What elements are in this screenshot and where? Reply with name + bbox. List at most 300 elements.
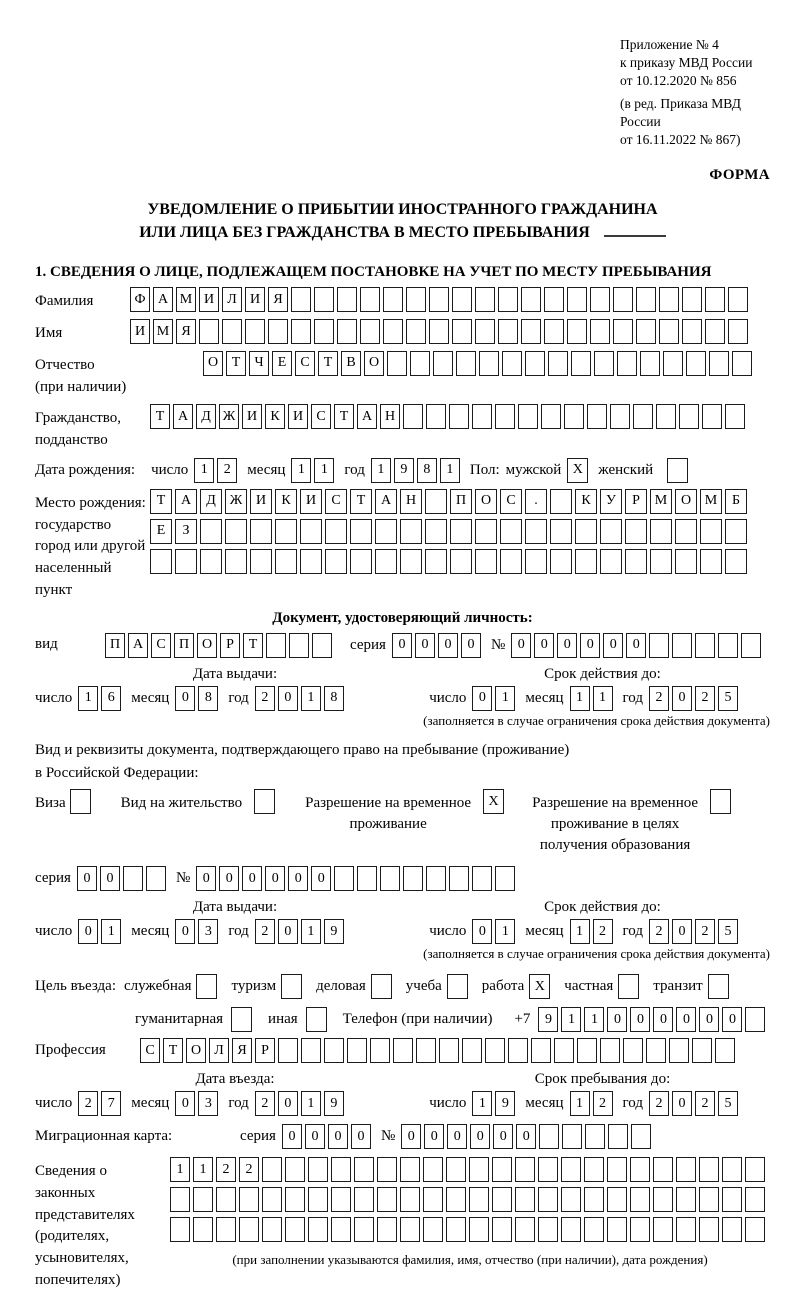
char-cell[interactable]: 0 bbox=[511, 633, 531, 658]
char-cell[interactable] bbox=[393, 1038, 413, 1063]
char-cell[interactable] bbox=[544, 287, 564, 312]
char-cell[interactable] bbox=[400, 519, 422, 544]
char-cell[interactable] bbox=[475, 287, 495, 312]
char-cell[interactable]: 0 bbox=[328, 1124, 348, 1149]
char-cell[interactable] bbox=[446, 1217, 466, 1242]
char-cell[interactable]: 0 bbox=[516, 1124, 536, 1149]
char-cell[interactable] bbox=[495, 404, 515, 429]
char-cell[interactable]: 0 bbox=[557, 633, 577, 658]
char-cell[interactable] bbox=[631, 1124, 651, 1149]
char-cell[interactable]: 0 bbox=[78, 919, 98, 944]
char-cell[interactable] bbox=[469, 1217, 489, 1242]
char-cell[interactable]: 2 bbox=[649, 919, 669, 944]
char-cell[interactable]: Ж bbox=[219, 404, 239, 429]
char-cell[interactable] bbox=[425, 549, 447, 574]
char-cell[interactable]: Т bbox=[350, 489, 372, 514]
char-cell[interactable] bbox=[613, 319, 633, 344]
char-cell[interactable] bbox=[200, 519, 222, 544]
char-cell[interactable] bbox=[715, 1038, 735, 1063]
char-cell[interactable] bbox=[225, 549, 247, 574]
char-cell[interactable]: 1 bbox=[194, 458, 214, 483]
char-cell[interactable] bbox=[433, 351, 453, 376]
char-cell[interactable]: 0 bbox=[175, 919, 195, 944]
char-cell[interactable] bbox=[492, 1217, 512, 1242]
char-cell[interactable]: Т bbox=[226, 351, 246, 376]
char-cell[interactable]: К bbox=[275, 489, 297, 514]
char-cell[interactable]: 8 bbox=[324, 686, 344, 711]
char-cell[interactable] bbox=[289, 633, 309, 658]
char-cell[interactable] bbox=[360, 287, 380, 312]
char-cell[interactable]: С bbox=[311, 404, 331, 429]
char-cell[interactable] bbox=[607, 1157, 627, 1182]
char-cell[interactable] bbox=[347, 1038, 367, 1063]
char-cell[interactable] bbox=[521, 287, 541, 312]
char-cell[interactable]: 0 bbox=[305, 1124, 325, 1149]
char-cell[interactable]: 0 bbox=[580, 633, 600, 658]
char-cell[interactable] bbox=[308, 1187, 328, 1212]
char-cell[interactable] bbox=[400, 549, 422, 574]
char-cell[interactable]: О bbox=[186, 1038, 206, 1063]
char-cell[interactable] bbox=[403, 866, 423, 891]
char-cell[interactable]: 1 bbox=[170, 1157, 190, 1182]
purpose-business-checkbox[interactable] bbox=[371, 974, 392, 999]
char-cell[interactable] bbox=[383, 287, 403, 312]
char-cell[interactable]: 0 bbox=[424, 1124, 444, 1149]
char-cell[interactable] bbox=[498, 287, 518, 312]
char-cell[interactable]: Ф bbox=[130, 287, 150, 312]
char-cell[interactable] bbox=[239, 1217, 259, 1242]
char-cell[interactable] bbox=[617, 351, 637, 376]
char-cell[interactable] bbox=[450, 549, 472, 574]
char-cell[interactable]: П bbox=[174, 633, 194, 658]
char-cell[interactable] bbox=[354, 1187, 374, 1212]
char-cell[interactable] bbox=[380, 866, 400, 891]
char-cell[interactable]: Д bbox=[200, 489, 222, 514]
char-cell[interactable] bbox=[700, 549, 722, 574]
char-cell[interactable] bbox=[485, 1038, 505, 1063]
char-cell[interactable]: 0 bbox=[278, 686, 298, 711]
char-cell[interactable] bbox=[250, 519, 272, 544]
char-cell[interactable] bbox=[291, 287, 311, 312]
char-cell[interactable] bbox=[725, 519, 747, 544]
char-cell[interactable]: 1 bbox=[593, 686, 613, 711]
char-cell[interactable]: И bbox=[130, 319, 150, 344]
char-cell[interactable] bbox=[275, 519, 297, 544]
char-cell[interactable]: 0 bbox=[282, 1124, 302, 1149]
char-cell[interactable] bbox=[625, 549, 647, 574]
char-cell[interactable]: О bbox=[203, 351, 223, 376]
char-cell[interactable]: 6 bbox=[101, 686, 121, 711]
char-cell[interactable] bbox=[515, 1187, 535, 1212]
char-cell[interactable] bbox=[676, 1157, 696, 1182]
char-cell[interactable]: 8 bbox=[417, 458, 437, 483]
char-cell[interactable]: 3 bbox=[198, 1091, 218, 1116]
char-cell[interactable] bbox=[725, 404, 745, 429]
char-cell[interactable] bbox=[675, 549, 697, 574]
char-cell[interactable] bbox=[584, 1187, 604, 1212]
char-cell[interactable]: Ч bbox=[249, 351, 269, 376]
char-cell[interactable]: 0 bbox=[534, 633, 554, 658]
purpose-transit-checkbox[interactable] bbox=[708, 974, 729, 999]
temp-residence-permit-checkbox[interactable]: X bbox=[483, 789, 504, 814]
char-cell[interactable]: 2 bbox=[695, 919, 715, 944]
char-cell[interactable] bbox=[449, 404, 469, 429]
char-cell[interactable] bbox=[561, 1157, 581, 1182]
char-cell[interactable]: С bbox=[151, 633, 171, 658]
char-cell[interactable]: 2 bbox=[649, 686, 669, 711]
char-cell[interactable] bbox=[416, 1038, 436, 1063]
char-cell[interactable]: 0 bbox=[672, 686, 692, 711]
char-cell[interactable] bbox=[590, 319, 610, 344]
char-cell[interactable] bbox=[262, 1187, 282, 1212]
char-cell[interactable] bbox=[239, 1187, 259, 1212]
char-cell[interactable]: З bbox=[175, 519, 197, 544]
char-cell[interactable] bbox=[608, 1124, 628, 1149]
char-cell[interactable] bbox=[531, 1038, 551, 1063]
char-cell[interactable]: 9 bbox=[324, 1091, 344, 1116]
char-cell[interactable] bbox=[508, 1038, 528, 1063]
char-cell[interactable] bbox=[452, 287, 472, 312]
char-cell[interactable]: 8 bbox=[198, 686, 218, 711]
purpose-study-checkbox[interactable] bbox=[447, 974, 468, 999]
char-cell[interactable]: 1 bbox=[314, 458, 334, 483]
char-cell[interactable] bbox=[250, 549, 272, 574]
char-cell[interactable] bbox=[699, 1217, 719, 1242]
char-cell[interactable] bbox=[745, 1157, 765, 1182]
char-cell[interactable] bbox=[387, 351, 407, 376]
char-cell[interactable] bbox=[498, 319, 518, 344]
char-cell[interactable] bbox=[456, 351, 476, 376]
char-cell[interactable]: 0 bbox=[401, 1124, 421, 1149]
char-cell[interactable] bbox=[285, 1217, 305, 1242]
char-cell[interactable] bbox=[728, 287, 748, 312]
char-cell[interactable] bbox=[216, 1217, 236, 1242]
char-cell[interactable] bbox=[686, 351, 706, 376]
char-cell[interactable] bbox=[314, 319, 334, 344]
char-cell[interactable] bbox=[423, 1157, 443, 1182]
char-cell[interactable]: 9 bbox=[495, 1091, 515, 1116]
char-cell[interactable]: 1 bbox=[570, 686, 590, 711]
char-cell[interactable] bbox=[146, 866, 166, 891]
char-cell[interactable] bbox=[331, 1157, 351, 1182]
char-cell[interactable] bbox=[268, 319, 288, 344]
char-cell[interactable] bbox=[492, 1187, 512, 1212]
residence-permit-checkbox[interactable] bbox=[254, 789, 275, 814]
char-cell[interactable] bbox=[577, 1038, 597, 1063]
char-cell[interactable] bbox=[663, 351, 683, 376]
char-cell[interactable]: А bbox=[357, 404, 377, 429]
char-cell[interactable] bbox=[515, 1157, 535, 1182]
char-cell[interactable]: 0 bbox=[242, 866, 262, 891]
char-cell[interactable] bbox=[567, 287, 587, 312]
sex-male-checkbox[interactable]: X bbox=[567, 458, 588, 483]
char-cell[interactable] bbox=[692, 1038, 712, 1063]
char-cell[interactable] bbox=[331, 1187, 351, 1212]
char-cell[interactable]: 0 bbox=[472, 686, 492, 711]
char-cell[interactable]: М bbox=[176, 287, 196, 312]
char-cell[interactable] bbox=[357, 866, 377, 891]
char-cell[interactable] bbox=[590, 287, 610, 312]
char-cell[interactable] bbox=[636, 287, 656, 312]
char-cell[interactable] bbox=[400, 1157, 420, 1182]
char-cell[interactable]: Т bbox=[318, 351, 338, 376]
char-cell[interactable] bbox=[722, 1157, 742, 1182]
char-cell[interactable] bbox=[550, 489, 572, 514]
char-cell[interactable]: И bbox=[288, 404, 308, 429]
char-cell[interactable] bbox=[439, 1038, 459, 1063]
char-cell[interactable]: 1 bbox=[495, 919, 515, 944]
char-cell[interactable]: 0 bbox=[603, 633, 623, 658]
char-cell[interactable] bbox=[475, 549, 497, 574]
char-cell[interactable] bbox=[705, 287, 725, 312]
char-cell[interactable] bbox=[718, 633, 738, 658]
char-cell[interactable] bbox=[564, 404, 584, 429]
char-cell[interactable] bbox=[585, 1124, 605, 1149]
char-cell[interactable] bbox=[193, 1187, 213, 1212]
char-cell[interactable]: К bbox=[575, 489, 597, 514]
purpose-humanitarian-checkbox[interactable] bbox=[231, 1007, 252, 1032]
char-cell[interactable]: Я bbox=[176, 319, 196, 344]
char-cell[interactable]: 1 bbox=[301, 919, 321, 944]
char-cell[interactable]: 0 bbox=[392, 633, 412, 658]
char-cell[interactable] bbox=[544, 319, 564, 344]
char-cell[interactable] bbox=[575, 519, 597, 544]
char-cell[interactable] bbox=[610, 404, 630, 429]
char-cell[interactable] bbox=[446, 1157, 466, 1182]
char-cell[interactable]: 2 bbox=[255, 1091, 275, 1116]
char-cell[interactable] bbox=[600, 519, 622, 544]
char-cell[interactable] bbox=[575, 549, 597, 574]
char-cell[interactable] bbox=[308, 1157, 328, 1182]
char-cell[interactable]: 0 bbox=[653, 1007, 673, 1032]
char-cell[interactable] bbox=[500, 519, 522, 544]
char-cell[interactable]: Р bbox=[625, 489, 647, 514]
char-cell[interactable] bbox=[200, 549, 222, 574]
char-cell[interactable]: 0 bbox=[175, 1091, 195, 1116]
char-cell[interactable] bbox=[406, 319, 426, 344]
char-cell[interactable] bbox=[676, 1187, 696, 1212]
char-cell[interactable] bbox=[550, 519, 572, 544]
char-cell[interactable] bbox=[312, 633, 332, 658]
char-cell[interactable]: 2 bbox=[695, 686, 715, 711]
char-cell[interactable]: И bbox=[300, 489, 322, 514]
char-cell[interactable] bbox=[630, 1217, 650, 1242]
char-cell[interactable] bbox=[285, 1187, 305, 1212]
char-cell[interactable]: 2 bbox=[255, 919, 275, 944]
char-cell[interactable] bbox=[377, 1157, 397, 1182]
char-cell[interactable] bbox=[429, 319, 449, 344]
char-cell[interactable] bbox=[669, 1038, 689, 1063]
char-cell[interactable]: П bbox=[105, 633, 125, 658]
char-cell[interactable]: 0 bbox=[722, 1007, 742, 1032]
char-cell[interactable] bbox=[150, 549, 172, 574]
char-cell[interactable] bbox=[550, 549, 572, 574]
purpose-private-checkbox[interactable] bbox=[618, 974, 639, 999]
char-cell[interactable]: 2 bbox=[78, 1091, 98, 1116]
char-cell[interactable]: Ж bbox=[225, 489, 247, 514]
char-cell[interactable] bbox=[676, 1217, 696, 1242]
char-cell[interactable]: 1 bbox=[301, 686, 321, 711]
char-cell[interactable]: 0 bbox=[351, 1124, 371, 1149]
char-cell[interactable] bbox=[462, 1038, 482, 1063]
purpose-other-checkbox[interactable] bbox=[306, 1007, 327, 1032]
char-cell[interactable] bbox=[702, 404, 722, 429]
char-cell[interactable] bbox=[350, 519, 372, 544]
char-cell[interactable] bbox=[216, 1187, 236, 1212]
char-cell[interactable]: А bbox=[128, 633, 148, 658]
char-cell[interactable] bbox=[193, 1217, 213, 1242]
char-cell[interactable]: О bbox=[675, 489, 697, 514]
char-cell[interactable]: 0 bbox=[100, 866, 120, 891]
char-cell[interactable]: 5 bbox=[718, 686, 738, 711]
char-cell[interactable] bbox=[325, 519, 347, 544]
char-cell[interactable]: 0 bbox=[196, 866, 216, 891]
char-cell[interactable] bbox=[741, 633, 761, 658]
char-cell[interactable]: И bbox=[242, 404, 262, 429]
char-cell[interactable] bbox=[525, 351, 545, 376]
char-cell[interactable]: Т bbox=[163, 1038, 183, 1063]
char-cell[interactable] bbox=[175, 549, 197, 574]
char-cell[interactable] bbox=[354, 1157, 374, 1182]
char-cell[interactable]: 1 bbox=[193, 1157, 213, 1182]
char-cell[interactable]: 2 bbox=[593, 1091, 613, 1116]
char-cell[interactable] bbox=[291, 319, 311, 344]
char-cell[interactable] bbox=[170, 1187, 190, 1212]
char-cell[interactable]: Б bbox=[725, 489, 747, 514]
char-cell[interactable] bbox=[475, 319, 495, 344]
char-cell[interactable] bbox=[630, 1157, 650, 1182]
char-cell[interactable] bbox=[337, 287, 357, 312]
char-cell[interactable]: 1 bbox=[440, 458, 460, 483]
char-cell[interactable]: С bbox=[140, 1038, 160, 1063]
char-cell[interactable] bbox=[123, 866, 143, 891]
char-cell[interactable] bbox=[225, 519, 247, 544]
char-cell[interactable] bbox=[426, 404, 446, 429]
char-cell[interactable]: 0 bbox=[77, 866, 97, 891]
char-cell[interactable] bbox=[623, 1038, 643, 1063]
char-cell[interactable]: . bbox=[525, 489, 547, 514]
char-cell[interactable]: 9 bbox=[324, 919, 344, 944]
char-cell[interactable] bbox=[324, 1038, 344, 1063]
char-cell[interactable] bbox=[600, 549, 622, 574]
char-cell[interactable] bbox=[472, 404, 492, 429]
char-cell[interactable] bbox=[561, 1187, 581, 1212]
char-cell[interactable] bbox=[584, 1217, 604, 1242]
char-cell[interactable] bbox=[646, 1038, 666, 1063]
char-cell[interactable] bbox=[525, 549, 547, 574]
char-cell[interactable]: 9 bbox=[394, 458, 414, 483]
char-cell[interactable]: 0 bbox=[311, 866, 331, 891]
char-cell[interactable] bbox=[492, 1157, 512, 1182]
char-cell[interactable] bbox=[308, 1217, 328, 1242]
purpose-tourism-checkbox[interactable] bbox=[281, 974, 302, 999]
char-cell[interactable] bbox=[410, 351, 430, 376]
char-cell[interactable] bbox=[275, 549, 297, 574]
char-cell[interactable]: 0 bbox=[288, 866, 308, 891]
char-cell[interactable] bbox=[650, 549, 672, 574]
char-cell[interactable]: Е bbox=[272, 351, 292, 376]
char-cell[interactable]: 0 bbox=[699, 1007, 719, 1032]
char-cell[interactable]: 1 bbox=[78, 686, 98, 711]
char-cell[interactable] bbox=[334, 866, 354, 891]
char-cell[interactable] bbox=[337, 319, 357, 344]
char-cell[interactable] bbox=[548, 351, 568, 376]
char-cell[interactable] bbox=[538, 1217, 558, 1242]
char-cell[interactable] bbox=[425, 519, 447, 544]
char-cell[interactable]: 1 bbox=[291, 458, 311, 483]
char-cell[interactable]: О bbox=[364, 351, 384, 376]
char-cell[interactable] bbox=[653, 1157, 673, 1182]
char-cell[interactable] bbox=[199, 319, 219, 344]
char-cell[interactable] bbox=[525, 519, 547, 544]
char-cell[interactable]: 1 bbox=[570, 1091, 590, 1116]
char-cell[interactable] bbox=[325, 549, 347, 574]
char-cell[interactable]: А bbox=[175, 489, 197, 514]
char-cell[interactable]: Л bbox=[209, 1038, 229, 1063]
char-cell[interactable] bbox=[375, 519, 397, 544]
char-cell[interactable] bbox=[653, 1187, 673, 1212]
char-cell[interactable] bbox=[425, 489, 447, 514]
char-cell[interactable] bbox=[262, 1157, 282, 1182]
char-cell[interactable] bbox=[300, 519, 322, 544]
char-cell[interactable]: И bbox=[250, 489, 272, 514]
char-cell[interactable] bbox=[521, 319, 541, 344]
char-cell[interactable]: П bbox=[450, 489, 472, 514]
char-cell[interactable]: 0 bbox=[415, 633, 435, 658]
char-cell[interactable]: С bbox=[325, 489, 347, 514]
char-cell[interactable] bbox=[469, 1157, 489, 1182]
char-cell[interactable] bbox=[426, 866, 446, 891]
char-cell[interactable]: 3 bbox=[198, 919, 218, 944]
char-cell[interactable] bbox=[699, 1187, 719, 1212]
char-cell[interactable] bbox=[594, 351, 614, 376]
char-cell[interactable] bbox=[554, 1038, 574, 1063]
char-cell[interactable]: 2 bbox=[239, 1157, 259, 1182]
char-cell[interactable] bbox=[472, 866, 492, 891]
char-cell[interactable] bbox=[278, 1038, 298, 1063]
char-cell[interactable]: Л bbox=[222, 287, 242, 312]
char-cell[interactable] bbox=[659, 287, 679, 312]
char-cell[interactable] bbox=[732, 351, 752, 376]
char-cell[interactable] bbox=[649, 633, 669, 658]
char-cell[interactable]: Т bbox=[334, 404, 354, 429]
char-cell[interactable] bbox=[538, 1187, 558, 1212]
char-cell[interactable] bbox=[745, 1007, 765, 1032]
char-cell[interactable]: 0 bbox=[447, 1124, 467, 1149]
char-cell[interactable]: Р bbox=[255, 1038, 275, 1063]
char-cell[interactable]: 7 bbox=[101, 1091, 121, 1116]
char-cell[interactable]: 2 bbox=[649, 1091, 669, 1116]
char-cell[interactable] bbox=[722, 1187, 742, 1212]
char-cell[interactable] bbox=[709, 351, 729, 376]
char-cell[interactable] bbox=[375, 549, 397, 574]
char-cell[interactable]: 0 bbox=[175, 686, 195, 711]
char-cell[interactable]: О bbox=[197, 633, 217, 658]
char-cell[interactable] bbox=[377, 1187, 397, 1212]
char-cell[interactable] bbox=[728, 319, 748, 344]
char-cell[interactable]: М bbox=[650, 489, 672, 514]
char-cell[interactable] bbox=[630, 1187, 650, 1212]
char-cell[interactable]: 0 bbox=[278, 1091, 298, 1116]
char-cell[interactable]: Т bbox=[150, 404, 170, 429]
char-cell[interactable]: 9 bbox=[538, 1007, 558, 1032]
char-cell[interactable]: 2 bbox=[217, 458, 237, 483]
char-cell[interactable]: 0 bbox=[676, 1007, 696, 1032]
char-cell[interactable]: 2 bbox=[593, 919, 613, 944]
char-cell[interactable]: А bbox=[153, 287, 173, 312]
char-cell[interactable] bbox=[561, 1217, 581, 1242]
char-cell[interactable]: 0 bbox=[607, 1007, 627, 1032]
